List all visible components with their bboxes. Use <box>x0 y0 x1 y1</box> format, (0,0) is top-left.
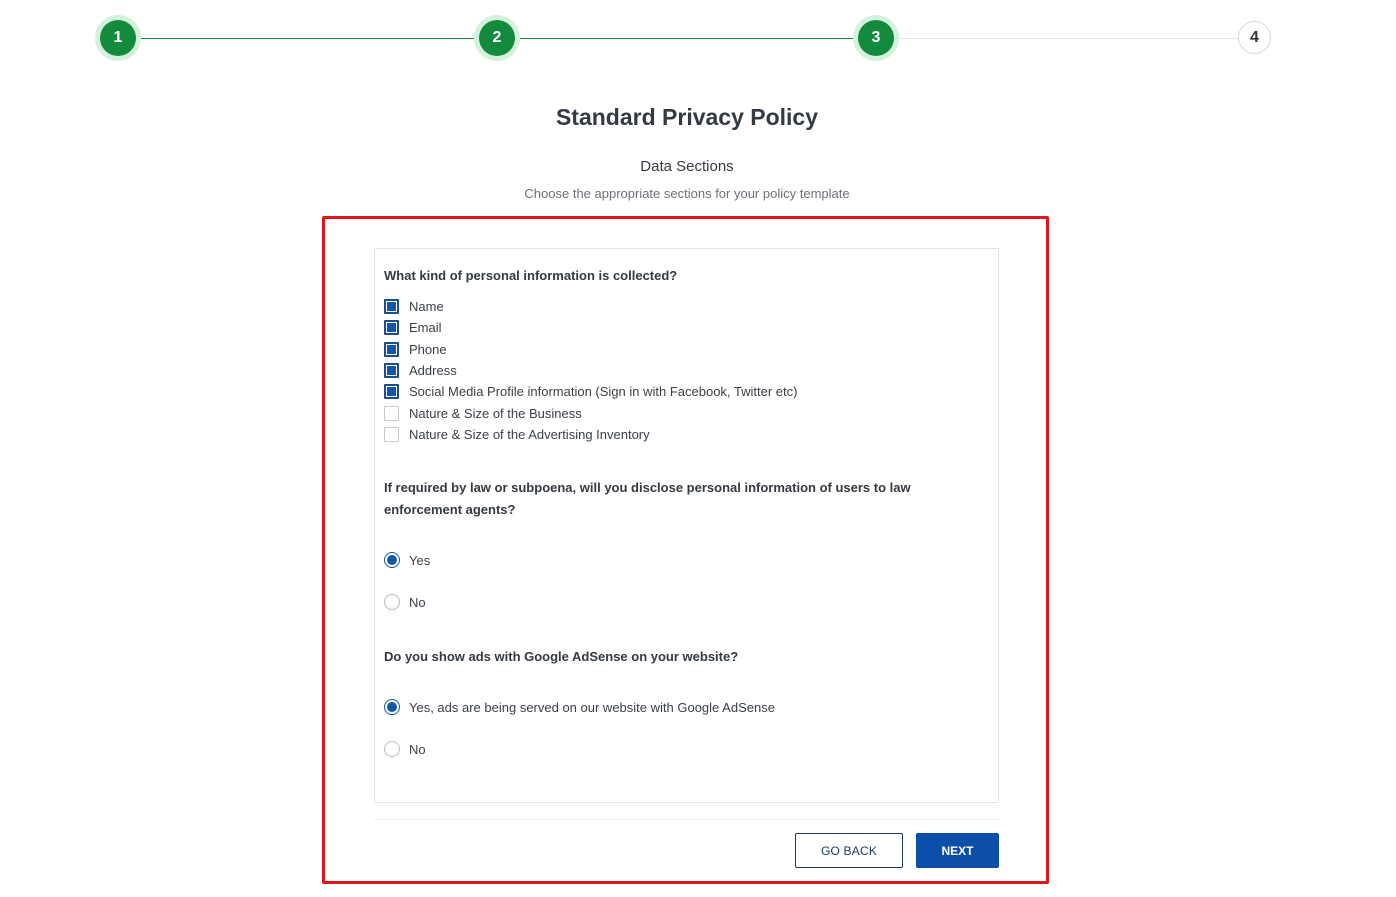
disclosure-question: If required by law or subpoena, will you disclose personal information of users to law enforcement agents? <box>384 480 911 517</box>
checkbox-box[interactable] <box>384 427 399 442</box>
checkbox-box[interactable] <box>384 384 399 399</box>
next-button[interactable]: NEXT <box>916 833 999 868</box>
step-connector-2-3 <box>515 38 858 39</box>
radio-label: No <box>409 594 426 610</box>
checkbox-advertising-inventory[interactable] <box>384 425 650 443</box>
checkbox-box[interactable] <box>384 342 399 357</box>
checkbox-label: Address <box>409 362 457 378</box>
step-1[interactable]: 1 <box>100 20 136 56</box>
adsense-question: Do you show ads with Google AdSense on your website? <box>384 649 739 664</box>
checkbox-address[interactable] <box>384 361 457 379</box>
checkbox-label: Email <box>409 319 442 335</box>
step-connector-1-2 <box>136 38 479 39</box>
footer-divider <box>374 819 999 820</box>
radio-label: No <box>409 741 426 757</box>
radio-label: Yes, ads are being served on our website with Google AdSense <box>409 699 775 715</box>
radio-adsense-yes[interactable] <box>384 698 775 716</box>
checkbox-box[interactable] <box>384 363 399 378</box>
checkbox-name[interactable] <box>384 297 444 315</box>
radio-button[interactable] <box>384 741 400 757</box>
radio-disclosure-no[interactable] <box>384 593 426 611</box>
checkbox-email[interactable] <box>384 318 442 336</box>
checkbox-label: Phone <box>409 341 447 357</box>
step-4[interactable]: 4 <box>1238 21 1271 54</box>
section-title: Data Sections <box>640 158 734 175</box>
form-card <box>374 248 999 803</box>
radio-adsense-no[interactable] <box>384 740 426 758</box>
checkbox-box[interactable] <box>384 299 399 314</box>
step-2[interactable]: 2 <box>479 20 515 56</box>
checkbox-phone[interactable] <box>384 340 447 358</box>
step-3[interactable]: 3 <box>858 20 894 56</box>
checkbox-social-media[interactable] <box>384 382 797 400</box>
radio-button[interactable] <box>384 552 400 568</box>
page-title: Standard Privacy Policy <box>555 104 819 130</box>
checkbox-label: Nature & Size of the Business <box>409 405 582 421</box>
personal-info-question: What kind of personal information is collected? <box>384 268 678 283</box>
checkbox-box[interactable] <box>384 406 399 421</box>
radio-button[interactable] <box>384 699 400 715</box>
go-back-button[interactable]: GO BACK <box>795 833 903 868</box>
checkbox-label: Social Media Profile information (Sign in with Facebook, Twitter etc) <box>409 383 798 399</box>
step-connector-3-4 <box>894 38 1238 39</box>
radio-disclosure-yes[interactable] <box>384 551 430 569</box>
checkbox-label: Name <box>409 298 444 314</box>
progress-stepper <box>0 0 1396 80</box>
checkbox-box[interactable] <box>384 320 399 335</box>
radio-button[interactable] <box>384 594 400 610</box>
radio-label: Yes <box>409 552 431 568</box>
section-description: Choose the appropriate sections for your policy template <box>524 186 850 201</box>
checkbox-business-size[interactable] <box>384 404 582 422</box>
checkbox-label: Nature & Size of the Advertising Inventory <box>409 426 650 442</box>
